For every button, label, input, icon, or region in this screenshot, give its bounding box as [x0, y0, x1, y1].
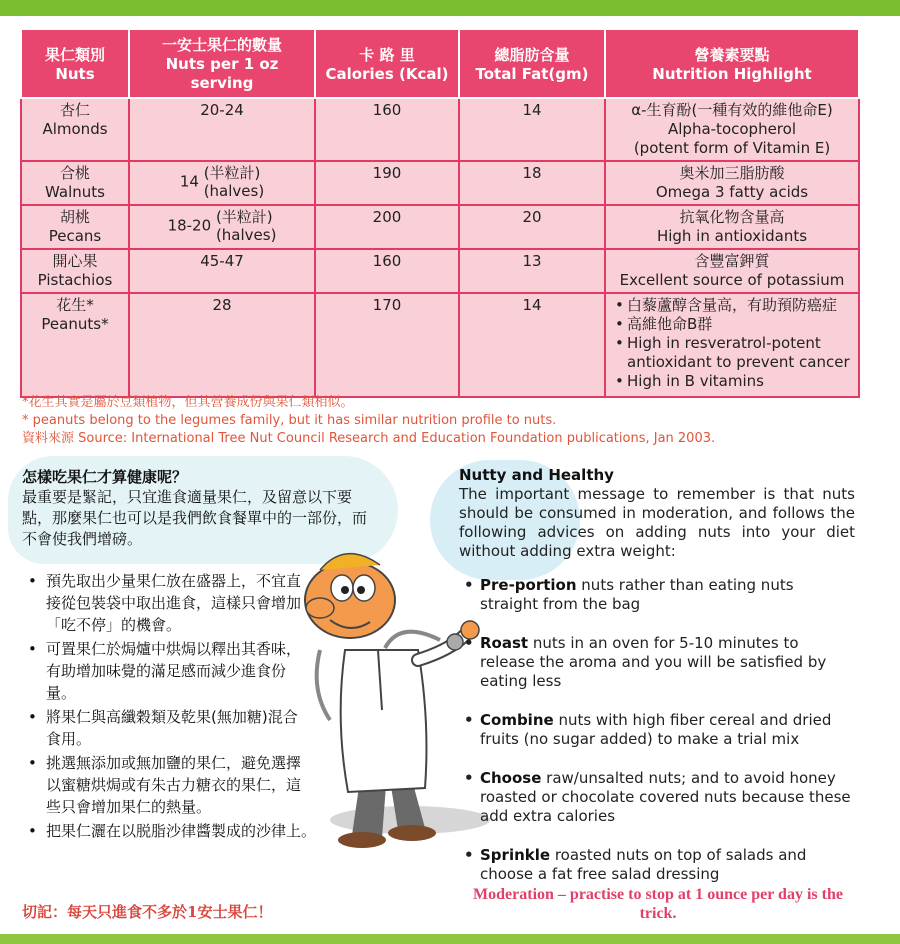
- serving-cell: 18-20 (半粒計) (halves): [129, 205, 315, 249]
- nut-name-cell: 胡桃 Pecans: [21, 205, 129, 249]
- moderation-note: Moderation – practise to stop at 1 ounce per day is the trick.: [473, 886, 843, 922]
- list-item: • 將果仁與高纖穀類及乾果(無加糖)混合食用。: [26, 706, 304, 750]
- header-serving: 一安士果仁的數量 Nuts per 1 oz serving: [129, 29, 315, 98]
- top-green-bar: [0, 0, 900, 16]
- calories-cell: 160: [315, 98, 459, 161]
- highlight-cell: 奥米加三脂肪酸 Omega 3 fatty acids: [605, 161, 859, 205]
- list-item: • Sprinkle roasted nuts on top of salads and choose a fat free salad dressing: [462, 846, 856, 884]
- header-fat: 總脂肪含量 Total Fat(gm): [459, 29, 605, 98]
- bottom-green-bar: [0, 934, 900, 944]
- table-row: [21, 98, 859, 161]
- nut-name-cell: 杏仁 Almonds: [21, 98, 129, 161]
- nut-name-cell: 開心果 Pistachios: [21, 249, 129, 293]
- calories-cell: 160: [315, 249, 459, 293]
- nutrition-table: [20, 28, 860, 398]
- table-row: [21, 205, 859, 249]
- calories-cell: 170: [315, 293, 459, 397]
- table-row: [21, 293, 859, 397]
- source-note: 資料來源 Source: International Tree Nut Council Research and Education Foundation publications, Jan 2003.: [22, 431, 716, 446]
- calories-cell: 190: [315, 161, 459, 205]
- left-tips-list: [26, 570, 317, 844]
- highlight-cell: [605, 293, 859, 397]
- list-item: • 挑選無添加或無加鹽的果仁，避免選擇以蜜糖烘焗或有朱古力糖衣的果仁，這些只會增加果仁的熱量。: [26, 752, 304, 818]
- list-item: • 把果仁灑在以脱脂沙律醬製成的沙律上。: [26, 820, 396, 842]
- doctor-with-stethoscope-icon: [290, 530, 490, 860]
- header-highlight: 營養素要點 Nutrition Highlight: [605, 29, 859, 98]
- table-row: [21, 249, 859, 293]
- table-header-row: [21, 29, 859, 98]
- list-item: • 預先取出少量果仁放在盛器上，不宜直接從包裝袋中取出進食，這樣只會增加「吃不停」的機會。: [26, 570, 304, 636]
- right-intro: The important message to remember is that nuts should be consumed in moderation, and follows the following advices on adding nuts into your diet without adding extra weight:: [459, 485, 855, 560]
- fat-cell: 14: [459, 98, 605, 161]
- highlight-cell: 抗氧化物含量高 High in antioxidants: [605, 205, 859, 249]
- footnote-en: * peanuts belong to the legumes family, but it has similar nutrition profile to nuts.: [22, 413, 557, 428]
- reminder: 切記：每天只進食不多於1安士果仁！: [22, 903, 273, 921]
- nut-name-cell: 合桃 Walnuts: [21, 161, 129, 205]
- right-heading: Nutty and Healthy: [459, 466, 614, 484]
- serving-cell: 20-24: [129, 98, 315, 161]
- list-item: • 白藜蘆醇含量高，有助預防癌症: [615, 296, 855, 315]
- list-item: • High in resveratrol-potent antioxidant to prevent cancer: [615, 334, 855, 372]
- serving-cell: 14 (半粒計) (halves): [129, 161, 315, 205]
- fat-cell: 13: [459, 249, 605, 293]
- list-item: • 可置果仁於焗爐中烘焗以釋出其香味，有助增加味覺的滿足感而減少進食份量。: [26, 638, 304, 704]
- footnote-zh: *花生其實是屬於豆類植物，但其營養成份與果仁類相似。: [22, 395, 354, 410]
- header-calories: 卡 路 里 Calories (Kcal): [315, 29, 459, 98]
- list-item: • Pre-portion nuts rather than eating nuts straight from the bag: [462, 576, 856, 614]
- highlight-cell: α-生育酚(一種有效的維他命E) Alpha-tocopherol (potent form of Vitamin E): [605, 98, 859, 161]
- highlight-cell: 含豐富鉀質 Excellent source of potassium: [605, 249, 859, 293]
- fat-cell: 20: [459, 205, 605, 249]
- table-row: [21, 161, 859, 205]
- fat-cell: 18: [459, 161, 605, 205]
- list-item: • High in B vitamins: [615, 372, 855, 391]
- calories-cell: 200: [315, 205, 459, 249]
- nut-name-cell: 花生* Peanuts*: [21, 293, 129, 397]
- fat-cell: 14: [459, 293, 605, 397]
- list-item: • Choose raw/unsalted nuts; and to avoid honey roasted or chocolate covered nuts because these add extra calories: [462, 769, 856, 826]
- serving-cell: 28: [129, 293, 315, 397]
- right-tips-list: [462, 576, 856, 904]
- list-item: • Roast nuts in an oven for 5-10 minutes to release the aroma and you will be satisfied by eating less: [462, 634, 856, 691]
- header-nuts: 果仁類別 Nuts: [21, 29, 129, 98]
- serving-cell: 45-47: [129, 249, 315, 293]
- list-item: • 高維他命B群: [615, 315, 855, 334]
- list-item: • Combine nuts with high fiber cereal and dried fruits (no sugar added) to make a trial mix: [462, 711, 856, 749]
- left-heading: 怎樣吃果仁才算健康呢？: [22, 468, 188, 486]
- left-intro: 最重要是緊記，只宜進食適量果仁，及留意以下要點，那麼果仁也可以是我們飲食餐單中的一部份，而不會使我們增磅。: [22, 488, 368, 548]
